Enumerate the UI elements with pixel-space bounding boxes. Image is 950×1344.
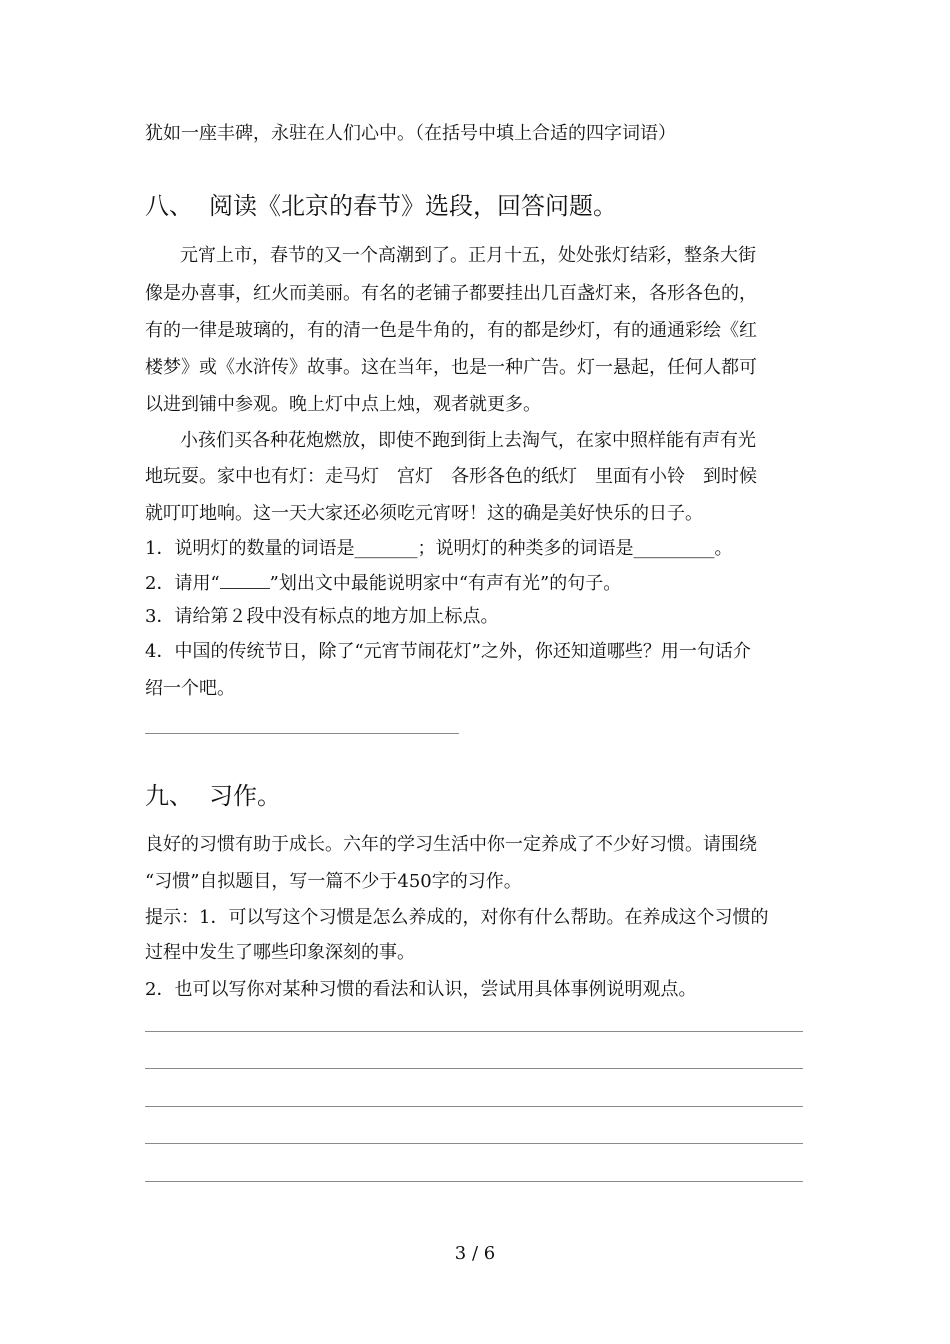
section-8-title: 阅读《北京的春节》选段，回答问题。 — [209, 192, 617, 220]
writing-prompt-line: 良好的习惯有助于成长。六年的学习生活中你一定养成了不少好习惯。请围绕 — [145, 834, 757, 855]
passage-p2-line: 小孩们买各种花炮燃放，即使不跑到街上去淘气，在家中照样能有声有光 — [180, 430, 756, 451]
question-4-line-2: 绍一个吧。 — [145, 678, 235, 699]
section-8-number: 八、 — [145, 192, 193, 220]
question-1: 1．说明灯的数量的词语是_______；说明灯的种类多的词语是_________。 — [145, 538, 733, 559]
preceding-question-line: 犹如一座丰碑，永驻在人们心中。（在括号中填上合适的四字词语） — [145, 123, 676, 144]
question-3: 3．请给第２段中没有标点的地方加上标点。 — [145, 606, 499, 627]
section-9-heading — [145, 780, 281, 812]
writing-hint-line: 提示：1．可以写这个习惯是怎么养成的，对你有什么帮助。在养成这个习惯的 — [145, 907, 769, 928]
section-8-heading — [145, 190, 617, 222]
writing-prompt-line: “习惯”自拟题目，写一篇不少于450字的习作。 — [145, 871, 522, 892]
passage-p1-line: 像是办喜事，红火而美丽。有名的老铺子都要挂出几百盏灯来，各形各色的， — [145, 283, 757, 304]
writing-hint-line: 2．也可以写你对某种习惯的看法和认识，尝试用具体事例说明观点。 — [145, 979, 697, 1000]
question-2-text-end: ”划出文中最能说明家中“有声有光”的句子。 — [269, 573, 622, 594]
question-2-text-start: 2．请用“ — [145, 573, 220, 594]
writing-line[interactable] — [145, 1031, 803, 1032]
writing-line[interactable] — [145, 1068, 803, 1069]
writing-line[interactable] — [145, 1181, 803, 1182]
passage-p1-line: 有的一律是玻璃的，有的清一色是牛角的，有的都是纱灯，有的通通彩绘《红 — [145, 320, 757, 341]
passage-p2-line: 就叮叮地响。这一天大家还必须吃元宵呀！这的确是美好快乐的日子。 — [145, 503, 703, 524]
underline-sample — [220, 572, 270, 589]
section-9-number: 九、 — [145, 782, 193, 810]
writing-hint-line: 过程中发生了哪些印象深刻的事。 — [145, 942, 415, 963]
passage-p2-line: 地玩耍。家中也有灯：走马灯 宫灯 各形各色的纸灯 里面有小铃 到时候 — [145, 466, 757, 487]
answer-line[interactable] — [145, 733, 459, 734]
question-2 — [145, 572, 810, 596]
passage-p1-line: 以进到铺中参观。晚上灯中点上烛，观者就更多。 — [145, 394, 541, 415]
writing-line[interactable] — [145, 1106, 803, 1107]
section-9-title: 习作。 — [209, 782, 281, 810]
passage-p1-line: 元宵上市，春节的又一个高潮到了。正月十五，处处张灯结彩，整条大街 — [180, 245, 756, 266]
page-number: 3 / 6 — [454, 1243, 496, 1264]
passage-p1-line: 楼梦》或《水浒传》故事。这在当年，也是一种广告。灯一悬起，任何人都可 — [145, 357, 757, 378]
writing-line[interactable] — [145, 1143, 803, 1144]
question-4-line-1: 4．中国的传统节日，除了“元宵节闹花灯”之外，你还知道哪些？用一句话介 — [145, 641, 751, 662]
